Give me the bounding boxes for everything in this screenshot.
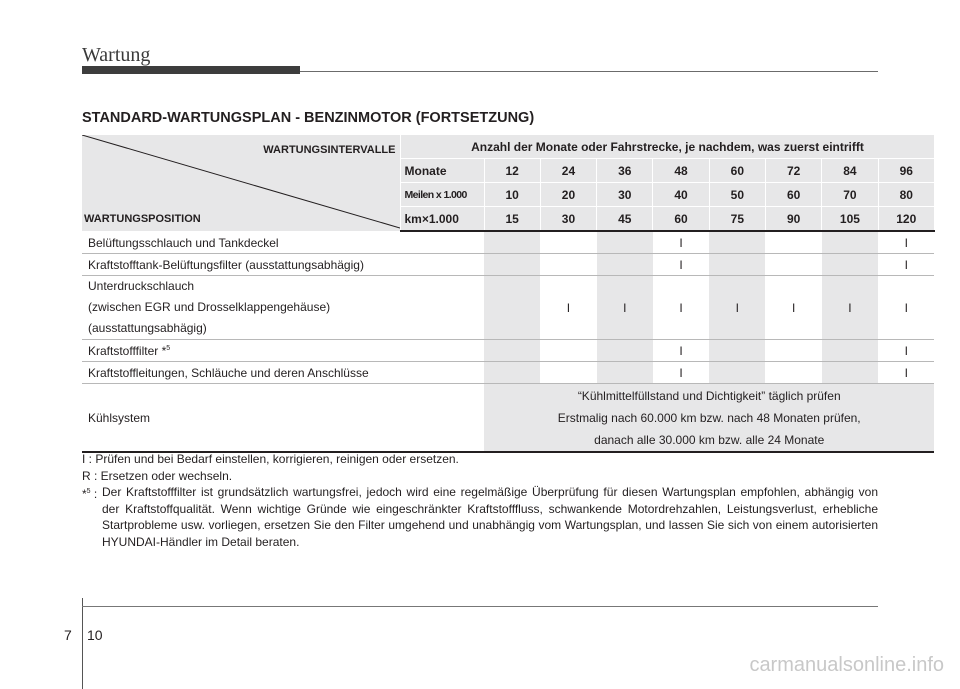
section-title: STANDARD-WARTUNGSPLAN - BENZINMOTOR (FORTSETZUNG) (82, 110, 535, 126)
table-cell (484, 231, 540, 254)
km-value: 75 (709, 207, 765, 232)
miles-value: 50 (709, 183, 765, 207)
table-cell: I (597, 276, 653, 340)
table-header-row (82, 135, 934, 159)
months-value: 60 (709, 159, 765, 183)
table-cell (597, 362, 653, 384)
interval-heading: Anzahl der Monate oder Fahrstrecke, je nachdem, was zuerst eintrifft (400, 135, 934, 159)
legend-i: I : Prüfen und bei Bedarf einstellen, korrigieren, reinigen oder ersetzen. (82, 452, 459, 466)
table-cell (822, 340, 878, 362)
row-label: Kraftstoffleitungen, Schläuche und deren Anschlüsse (82, 362, 484, 384)
table-cell: I (878, 231, 934, 254)
table-cell (484, 340, 540, 362)
table-cell (709, 254, 765, 276)
table-cell (540, 362, 596, 384)
header-bar (82, 66, 300, 74)
table-cell (822, 231, 878, 254)
table-cell (484, 254, 540, 276)
row-label: Kraftstofftank-Belüftungsfilter (ausstattungsabhägig) (82, 254, 484, 276)
miles-value: 40 (653, 183, 709, 207)
table-cell (484, 362, 540, 384)
table-row (82, 231, 934, 254)
table-cell (709, 340, 765, 362)
table-cell (765, 231, 821, 254)
miles-label: Meilen x 1.000 (400, 183, 484, 207)
table-row (82, 362, 934, 384)
km-value: 120 (878, 207, 934, 232)
table-row (82, 276, 934, 340)
table-cell: I (653, 231, 709, 254)
table-cell: I (822, 276, 878, 340)
km-value: 60 (653, 207, 709, 232)
corner-label-positions: WARTUNGSPOSITION (84, 213, 201, 225)
km-label: km×1.000 (400, 207, 484, 232)
table-cell (709, 231, 765, 254)
row-label: Kühlsystem (82, 384, 484, 453)
km-value: 30 (540, 207, 596, 232)
footnote-ref: 5 (166, 344, 171, 352)
chapter-number: 7 (64, 627, 72, 643)
footer-vertical-rule (82, 598, 83, 689)
months-value: 12 (484, 159, 540, 183)
row-label (82, 276, 484, 340)
footnote-sup: 5 (86, 488, 91, 495)
legend-r: R : Ersetzen oder wechseln. (82, 468, 233, 483)
note-line: “Kühlmittelfüllstand und Dichtigkeit” täglich prüfen (577, 388, 841, 403)
table-row-kuehlsystem (82, 384, 934, 453)
table-cell (765, 362, 821, 384)
header-rule (300, 71, 878, 72)
corner-label-intervals: WARTUNGSINTERVALLE (263, 144, 396, 156)
table-cell: I (878, 254, 934, 276)
km-value: 15 (484, 207, 540, 232)
watermark: carmanualsonline.info (749, 654, 944, 676)
page-number: 10 (87, 627, 103, 643)
row-label-line: Unterdruckschlauch (88, 279, 195, 293)
table-cell: I (878, 276, 934, 340)
table-cell (597, 254, 653, 276)
row-label (82, 340, 484, 362)
table-cell (709, 362, 765, 384)
footnote-star: * (82, 487, 87, 501)
miles-value: 80 (878, 183, 934, 207)
months-value: 24 (540, 159, 596, 183)
months-label: Monate (400, 159, 484, 183)
row-label-text: Kraftstofffilter * (88, 343, 167, 358)
note-line: danach alle 30.000 km bzw. alle 24 Monate (594, 432, 825, 447)
miles-value: 70 (822, 183, 878, 207)
footnote-sep: : (90, 487, 98, 501)
miles-value: 20 (540, 183, 596, 207)
table-cell: I (765, 276, 821, 340)
months-value: 48 (653, 159, 709, 183)
table-row (82, 254, 934, 276)
maintenance-table (82, 135, 935, 453)
table-cell: I (653, 254, 709, 276)
row-label: Belüftungsschlauch und Tankdeckel (82, 231, 484, 254)
miles-value: 60 (765, 183, 821, 207)
footnote-text: Der Kraftstofffilter ist grundsätzlich wartungsfrei, jedoch wird eine regelmäßige Überprüfung für diesen Wartungsplan empfohlen, abhängig von der Kraftstoffqualität. Wenn wichtige Gründe wie eingeschränkter Kraftstofffluss, schwankende Motordrehzahlen, Leistungsverlust, erhebliche Startprobleme usw. vorliegen, ersetzen Sie den Filter umgehend und unabhängig vom Wartungsplan, und lassen Sie sich von einem autorisierten HYUNDAI-Händler im Detail beraten. (102, 485, 878, 549)
km-value: 90 (765, 207, 821, 232)
footer-horizontal-rule (82, 606, 878, 607)
table-cell (765, 254, 821, 276)
table-cell: I (709, 276, 765, 340)
footnote (82, 484, 878, 550)
row-label-line: (zwischen EGR und Drosselklappengehäuse) (88, 300, 331, 314)
table-cell (484, 276, 540, 340)
table-cell: I (653, 362, 709, 384)
km-value: 105 (822, 207, 878, 232)
page-header-title: Wartung (82, 44, 151, 66)
km-value: 45 (597, 207, 653, 232)
table-cell: I (540, 276, 596, 340)
note-line: Erstmalig nach 60.000 km bzw. nach 48 Monaten prüfen, (557, 410, 861, 425)
table-cell: I (653, 340, 709, 362)
kuehlsystem-note (484, 384, 934, 453)
months-value: 72 (765, 159, 821, 183)
table-cell: I (878, 340, 934, 362)
table-row (82, 340, 934, 362)
months-value: 84 (822, 159, 878, 183)
legend (82, 451, 878, 550)
table-cell (597, 340, 653, 362)
table-cell: I (653, 276, 709, 340)
table-cell (822, 362, 878, 384)
miles-value: 30 (597, 183, 653, 207)
table-cell (597, 231, 653, 254)
table-cell (540, 231, 596, 254)
months-value: 36 (597, 159, 653, 183)
table-corner-cell (82, 135, 400, 231)
table-cell: I (878, 362, 934, 384)
table-cell (540, 340, 596, 362)
row-label-line: (ausstattungsabhägig) (88, 321, 207, 335)
miles-value: 10 (484, 183, 540, 207)
table-cell (822, 254, 878, 276)
months-value: 96 (878, 159, 934, 183)
table-cell (765, 340, 821, 362)
table-cell (540, 254, 596, 276)
footnote-marker (82, 484, 102, 550)
